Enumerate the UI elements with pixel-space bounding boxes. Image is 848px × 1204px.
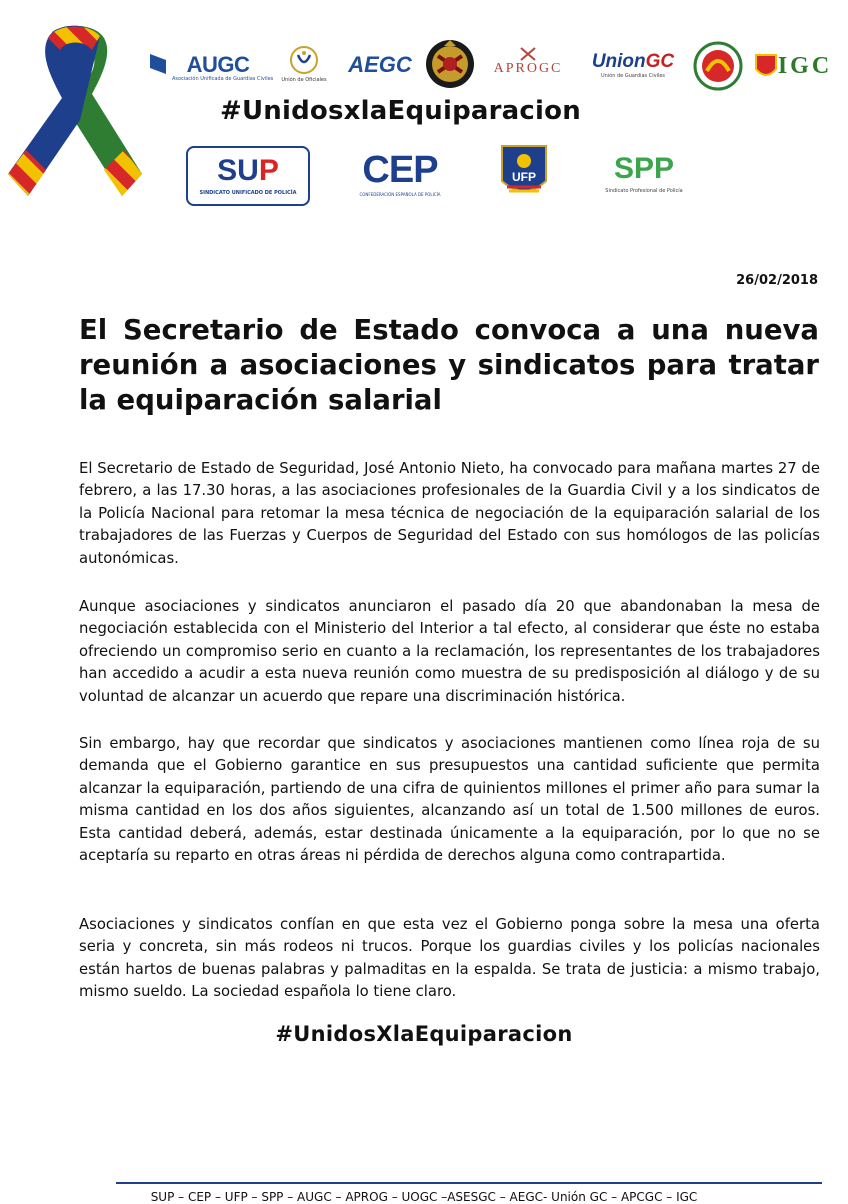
igc-logo-text: IGC [777,52,833,79]
crest-icon [424,38,476,90]
asesgc-logo [692,40,744,92]
union-gc-logo [578,46,688,84]
union-gc-logo-text [592,51,674,73]
ufp-shield-icon [499,143,549,201]
union-gc-logo-text-b: GC [645,51,675,72]
ufp-logo-text: UFP [512,170,536,184]
union-oficiales-logo [280,36,328,92]
sup-logo-subtitle: SINDICATO UNIFICADO DE POLICÍA [199,190,297,196]
ufp-logo [498,142,550,202]
union-gc-logo-text-a: Union [591,51,646,72]
footer-organizations: SUP – CEP – UFP – SPP – AUGC – APROG – UOGC –ASESGC – AEGC- Unión GC – APCGC – IGC [150,1190,698,1204]
augc-logo-text: AUGC [186,52,250,77]
press-release-date: 26/02/2018 [736,273,818,288]
aprogc-swords-icon [519,47,537,61]
augc-logo-subtitle: Asociación Unificada de Guardias Civiles [172,76,274,82]
sup-logo-text [217,156,279,186]
igc-logo [746,46,840,86]
augc-mark-icon [150,54,166,74]
campaign-hashtag-header: #UnidosxlaEquiparacion [220,96,581,126]
cep-logo-text: CEP [362,149,438,191]
guardia-civil-crest-logo [422,36,478,92]
augc-logo [150,48,274,82]
sup-logo [186,146,310,206]
aprogc-logo [480,42,576,82]
union-oficiales-logo-text: Unión de Oficiales [281,77,327,83]
body-paragraph-1: El Secretario de Estado de Seguridad, José Antonio Nieto, ha convocado para mañana martes 27 de febrero, a las 17.30 horas, a las asociaciones profesionales de la Guardia Civil y a los sindicatos de la Policía Nacional para retomar la mesa técnica de negociación de la equiparación salarial de los trabajadores de las Fuerzas y Cuerpos de Seguridad del Estado con sus homólogos de las policías autonómicas. [79,460,820,567]
cep-logo [350,144,450,204]
press-release-title: El Secretario de Estado convoca a una nueva reunión a asociaciones y sindicatos para tratar la equiparación salarial [79,314,819,416]
footer-divider [116,1182,822,1184]
awareness-ribbon-logo [4,24,146,199]
sup-logo-text-b: P [258,154,279,187]
spp-logo [604,148,684,200]
aegc-logo-text: AEGC [348,52,412,77]
body-paragraph-4: Asociaciones y sindicatos confían en que esta vez el Gobierno ponga sobre la mesa una oferta seria y concreta, sin más rodeos ni trucos. Porque los guardias civiles y los policías nacionales están hartos de buenas palabras y palmaditas en la espalda. Se trata de justicia: a mismo trabajo, mismo sueldo. La sociedad española lo tiene claro. [79,916,820,1001]
igc-crest-icon [754,51,778,81]
closing-hashtag: #UnidosXlaEquiparacion [275,1022,573,1046]
asesgc-emblem-icon [693,41,743,91]
spp-logo-subtitle: Sindicato Profesional de Policía [605,188,683,194]
union-oficiales-emblem-icon [289,45,319,75]
union-gc-logo-subtitle: Unión de Guardias Civiles [600,73,666,79]
aprogc-logo-text: APROGC [493,61,563,76]
police-union-logos-row [186,138,686,204]
body-paragraph-3: Sin embargo, hay que recordar que sindicatos y asociaciones mantienen como línea roja de su demanda que el Gobierno garantice en sus presupuestos una cantidad suficiente que permita alcanzar la equiparación, partiendo de una cifra de quinientos millones el primer año para sumar la misma cantidad en los dos años siguientes, alcanzando así un total de 1.500 millones de euros. Esta cantidad deberá, además, estar destinada únicamente a la equiparación, por lo que no se aceptaría su reparto en otras áreas ni pérdida de derechos alguna como contrapartida. [79,735,820,865]
aegc-logo [340,50,420,80]
association-logos-row [150,36,840,92]
sup-logo-text-a: SU [217,154,259,187]
spp-logo-text: SPP [613,152,675,185]
cep-logo-subtitle: CONFEDERACIÓN ESPAÑOLA DE POLICÍA [359,192,441,197]
body-paragraph-2: Aunque asociaciones y sindicatos anunciaron el pasado día 20 que abandonaban la mesa de negociación establecida con el Ministerio del Interior a tal efecto, al considerar que éste no estaba ofreciendo un compromiso serio en cuanto a la reclamación, los representantes de los trabajadores han accedido a acudir a esta nueva reunión como muestra de su predisposición al diálogo y de su voluntad de alcanzar un acuerdo que repare una discriminación histórica. [79,598,820,705]
